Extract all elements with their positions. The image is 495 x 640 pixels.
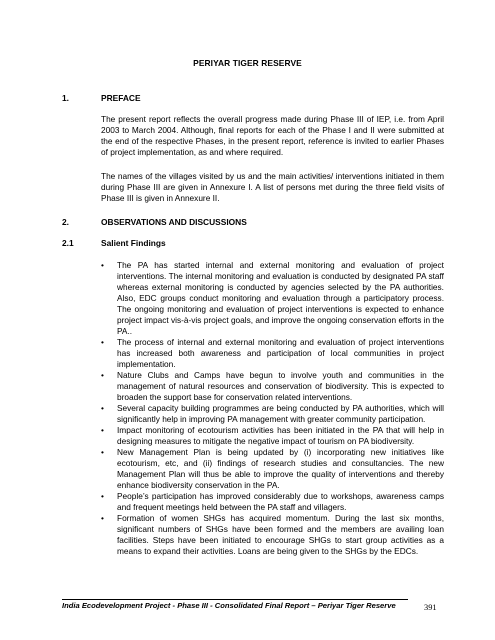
finding-text: New Management Plan is being updated by (i) incorporating new initiatives like ecotourism, etc, and (ii) findings of research studies and consultancies. The new Management Plan will thus be able to improve the quality of interventions and thereby enhance biodiversity conservation in the PA. [117,447,444,490]
finding-text: The process of internal and external monitoring and evaluation of project interventions has increased both awareness and participation of local communities in project implementation. [117,337,444,369]
list-item [101,425,444,447]
finding-text: Several capacity building programmes are being conducted by PA authorities, which will significantly help in improving PA management with greater community participation. [117,403,444,424]
section-title: PREFACE [101,93,141,103]
finding-text: The PA has started internal and external monitoring and evaluation of project interventions. The internal monitoring and evaluation is conducted by designated PA staff whereas external monitoring is conducted by agencies selected by the PA authorities. Also, EDC groups conduct monitoring and evaluation through a participatory process. The ongoing monitoring and evaluation of project interventions is expected to enhance project impact vis-à-vis project goals, and improve the ongoing conservation efforts in the PA.. [117,260,444,336]
bullet-icon: • [101,370,104,380]
finding-text: Formation of women SHGs has acquired momentum. During the last six months, significant numbers of SHGs have been formed and the members are availing loan facilities. Steps have been initiated to encourage SHGs to start group activities as a means to expand their activities. Loans are being given to the SHGs by the EDCs. [117,513,444,556]
list-item [101,447,444,491]
footer-text: India Ecodevelopment Project - Phase III - Consolidated Final Report – Periyar Tiger Reserve [62,601,396,610]
footer-divider [62,599,408,600]
list-item [101,403,444,425]
bullet-icon: • [101,513,104,523]
list-item [101,370,444,403]
page-number: 391 [424,603,437,612]
finding-text: People’s participation has improved considerably due to workshops, awareness camps and frequent meetings held between the PA staff and villagers. [117,491,444,512]
section-number: 1. [62,93,69,103]
finding-text: Nature Clubs and Camps have begun to involve youth and communities in the management of natural resources and conservation of biodiversity. This is expected to broaden the support base for conservation related interventions. [117,370,444,402]
list-item [101,513,444,557]
bullet-icon: • [101,260,104,270]
bullet-icon: • [101,425,104,435]
section-title: OBSERVATIONS AND DISCUSSIONS [101,217,247,227]
preface-paragraph: The names of the villages visited by us and the main activities/ interventions initiated in them during Phase III are given in Annexure I. A list of persons met during the three field visits of Phase III is given in Annexure II. [101,171,444,203]
section-number: 2. [62,217,69,227]
bullet-icon: • [101,337,104,347]
section-title: Salient Findings [101,238,166,248]
bullet-icon: • [101,447,104,457]
list-item [101,260,444,337]
findings-list [101,260,444,557]
preface-paragraph: The present report reflects the overall progress made during Phase III of IEP, i.e. from April 2003 to March 2004. Although, final reports for each of the Phase I and II were submitted at the end of the respective Phases, in the present report, reference is invited to earlier Phases of project implementation, as and where required. [101,114,444,157]
list-item [101,337,444,370]
bullet-icon: • [101,403,104,413]
document-title: PERIYAR TIGER RESERVE [193,58,302,68]
section-number: 2.1 [62,238,74,248]
list-item [101,491,444,513]
finding-text: Impact monitoring of ecotourism activities has been initiated in the PA that will help in designing measures to mitigate the negative impact of tourism on PA biodiversity. [117,425,444,446]
bullet-icon: • [101,491,104,501]
